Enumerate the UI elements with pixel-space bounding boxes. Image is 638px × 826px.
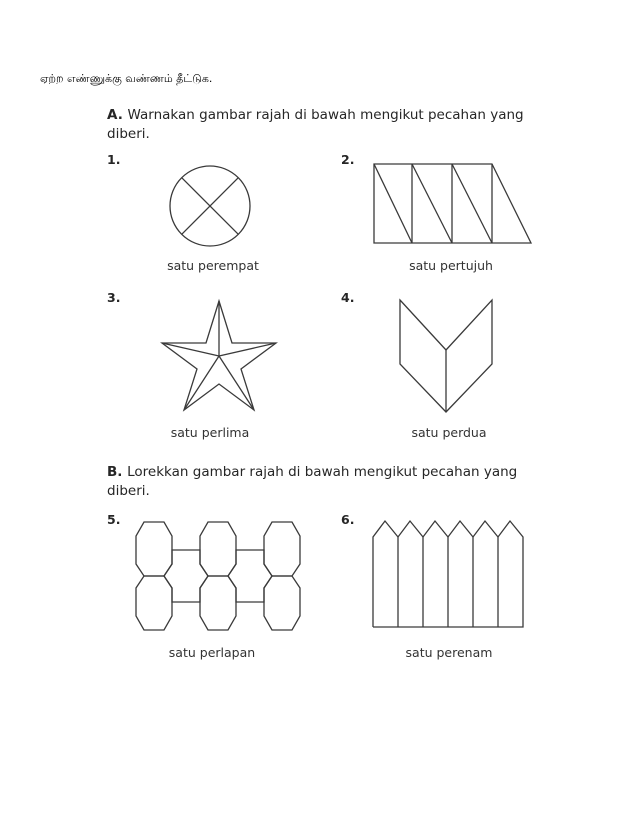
section-b-text-line1: Lorekkan gambar rajah di bawah mengikut pecahan yang <box>127 464 518 480</box>
star-fifths-figure <box>160 300 278 412</box>
rectangle-sevenths-figure <box>373 163 533 245</box>
hexagon-eighths-figure <box>134 520 310 632</box>
item-4-caption: satu perdua <box>411 425 487 440</box>
section-a-text-line1: Warnakan gambar rajah di bawah mengikut pecahan yang <box>127 107 524 123</box>
section-a-letter: A. <box>107 107 123 123</box>
item-3-number: 3. <box>107 290 121 305</box>
item-3-caption: satu perlima <box>170 425 250 440</box>
item-1-number: 1. <box>107 152 121 167</box>
chevron-halves-figure <box>398 298 494 414</box>
section-b-letter: B. <box>107 464 123 480</box>
item-5-number: 5. <box>107 512 121 527</box>
instruction-tamil: ஏற்ற எண்ணுக்கு வண்ணம் தீட்டுக. <box>40 72 213 85</box>
item-6-number: 6. <box>341 512 355 527</box>
item-1-caption: satu perempat <box>167 258 259 273</box>
item-2-caption: satu pertujuh <box>409 258 493 273</box>
section-b-heading <box>107 463 517 501</box>
section-a-text-line2: diberi. <box>107 126 150 142</box>
section-a-heading <box>107 106 524 144</box>
item-5-caption: satu perlapan <box>168 645 256 660</box>
fence-sixths-figure <box>371 519 527 629</box>
item-2-number: 2. <box>341 152 355 167</box>
item-6-caption: satu perenam <box>405 645 493 660</box>
item-4-number: 4. <box>341 290 355 305</box>
section-b-text-line2: diberi. <box>107 483 150 499</box>
circle-quarters-figure <box>168 164 252 248</box>
